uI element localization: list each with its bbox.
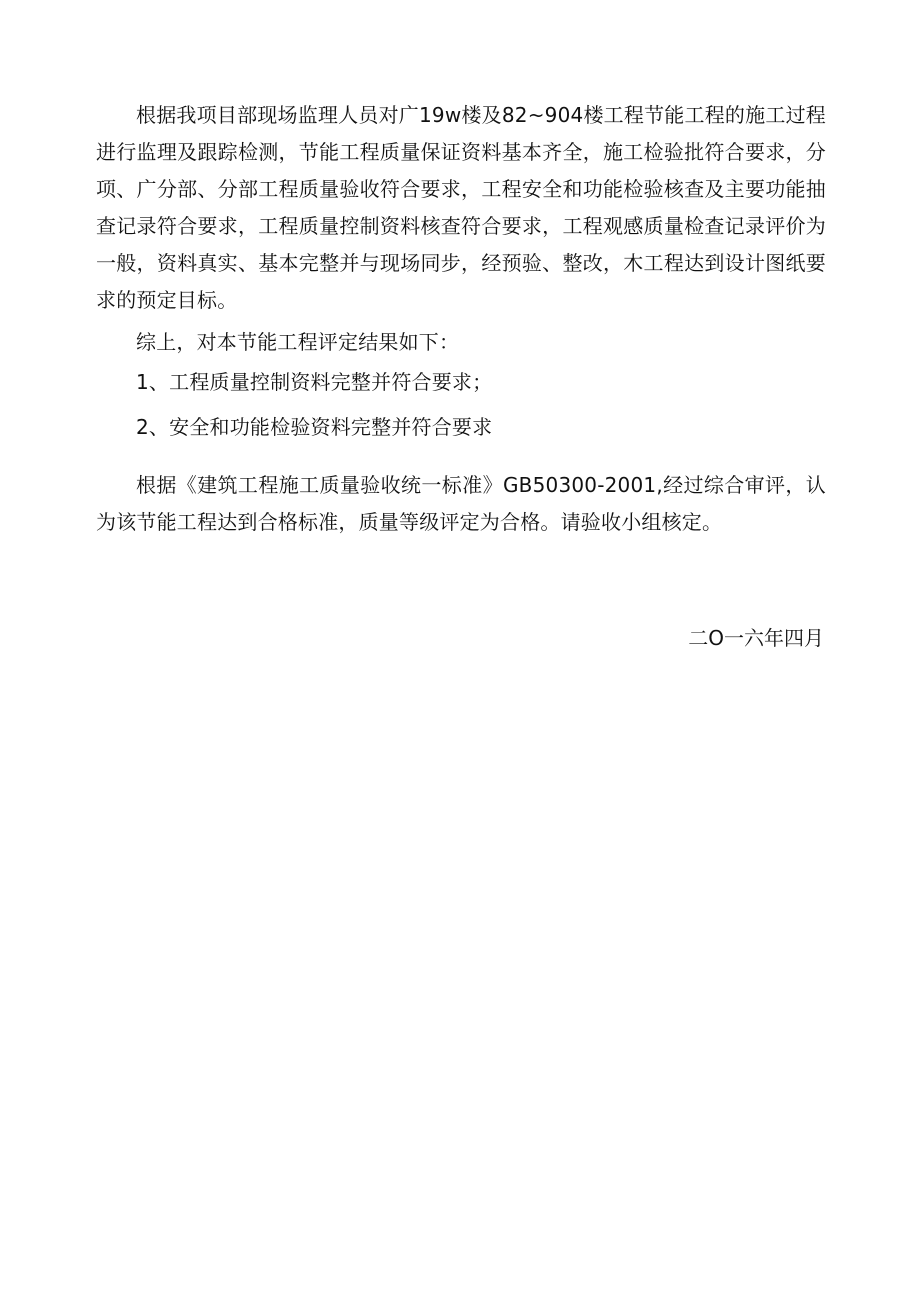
paragraph-conclusion-intro: 综上，对本节能工程评定结果如下： [136, 330, 460, 354]
conclusion-item-2: 2、安全和功能检验资料完整并符合要求 [136, 415, 493, 439]
document-date: 二O一六年四月 [688, 626, 824, 650]
paragraph-inspection-summary: 根据我项目部现场监理人员对广19w楼及82~904楼工程节能工程的施工过程进行监理及跟踪检测，节能工程质量保证资料基本齐全，施工检验批符合要求，分项、广分部、分部工程质量验收符合要求，工程安全和功能检验核查及主要功能抽查记录符合要求，工程质量控制资料核查符合要求，工程观感质量检查记录评价为一般，资料真实、基本完整并与现场同步，经预验、整改，木工程达到设计图纸要求的预定目标。 [96, 103, 826, 312]
conclusion-item-1: 1、工程质量控制资料完整并符合要求； [136, 370, 493, 394]
paragraph-standard-evaluation: 根据《建筑工程施工质量验收统一标准》GB50300-2001,经过综合审评，认为该节能工程达到合格标准，质量等级评定为合格。请验收小组核定。 [96, 473, 826, 534]
